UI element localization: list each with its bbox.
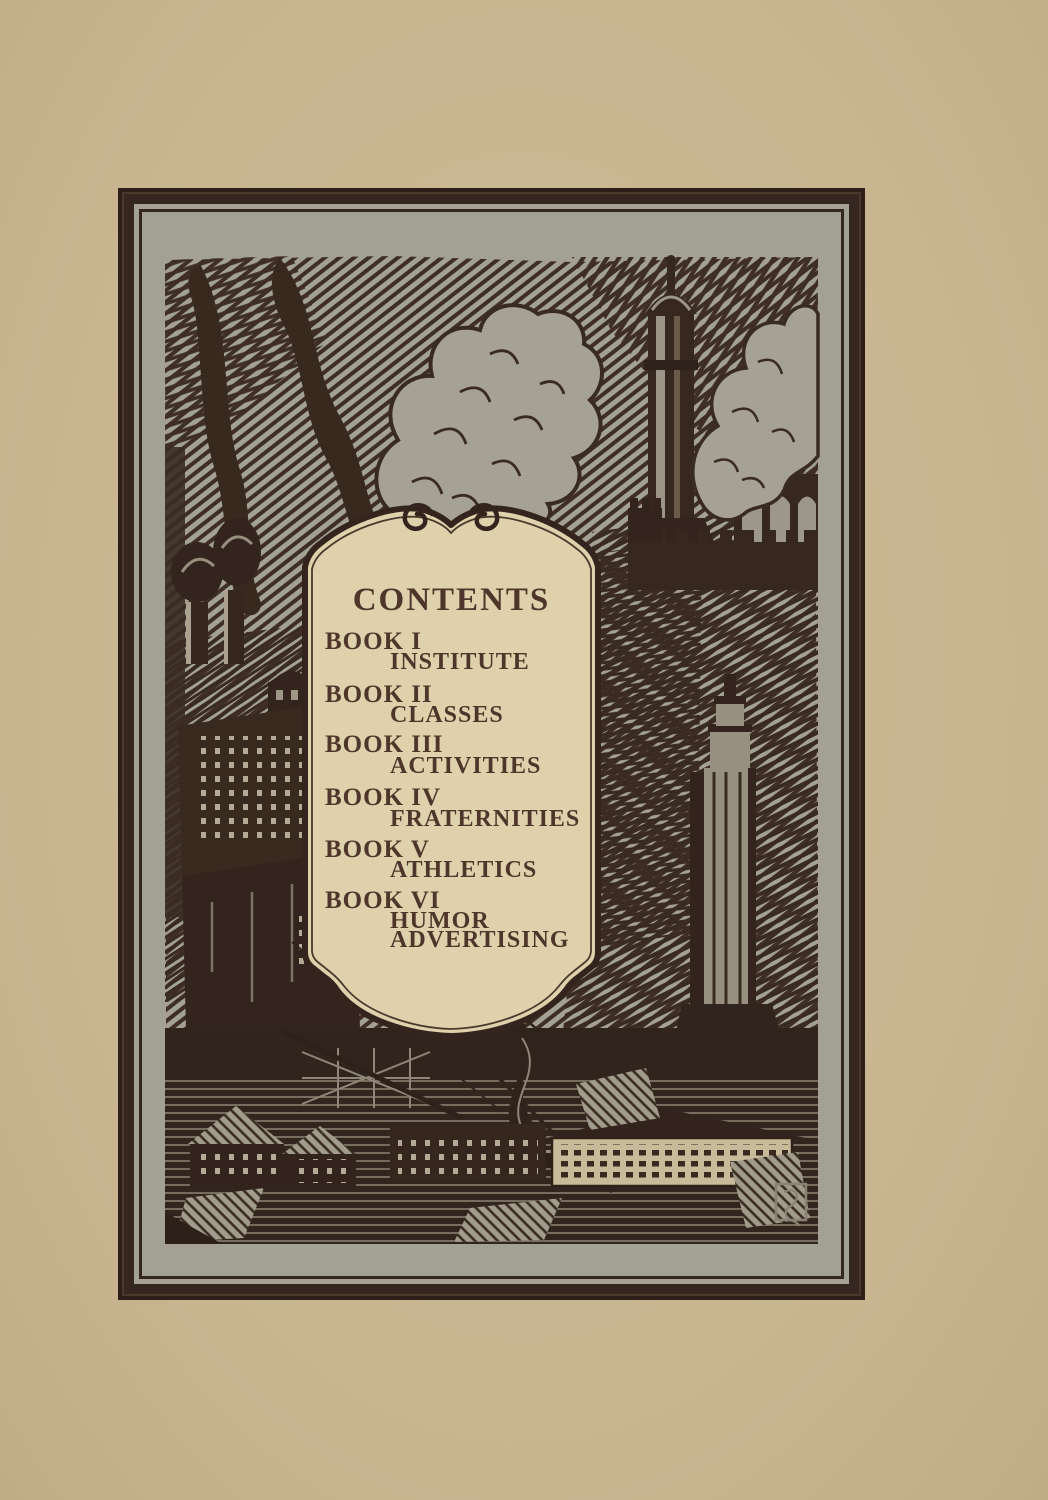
plate-frame [118,188,865,1300]
book-label: BOOK II [325,681,433,708]
contents-title: CONTENTS [352,582,551,618]
section-label: CLASSES [390,702,504,728]
illustration-panel [142,212,841,1276]
section-label: ADVERTISING [390,927,570,953]
book-label: BOOK I [325,628,422,655]
book-label: BOOK III [325,731,444,758]
book-label: BOOK IV [325,784,442,811]
book-label: BOOK V [325,836,430,863]
section-label: HUMOR [390,908,490,934]
section-label: ACTIVITIES [390,753,542,779]
section-label: INSTITUTE [390,649,530,675]
book-label: BOOK VI [325,887,441,914]
contents-list [303,498,600,1043]
section-label: FRATERNITIES [390,806,581,832]
section-label: ATHLETICS [390,857,538,883]
